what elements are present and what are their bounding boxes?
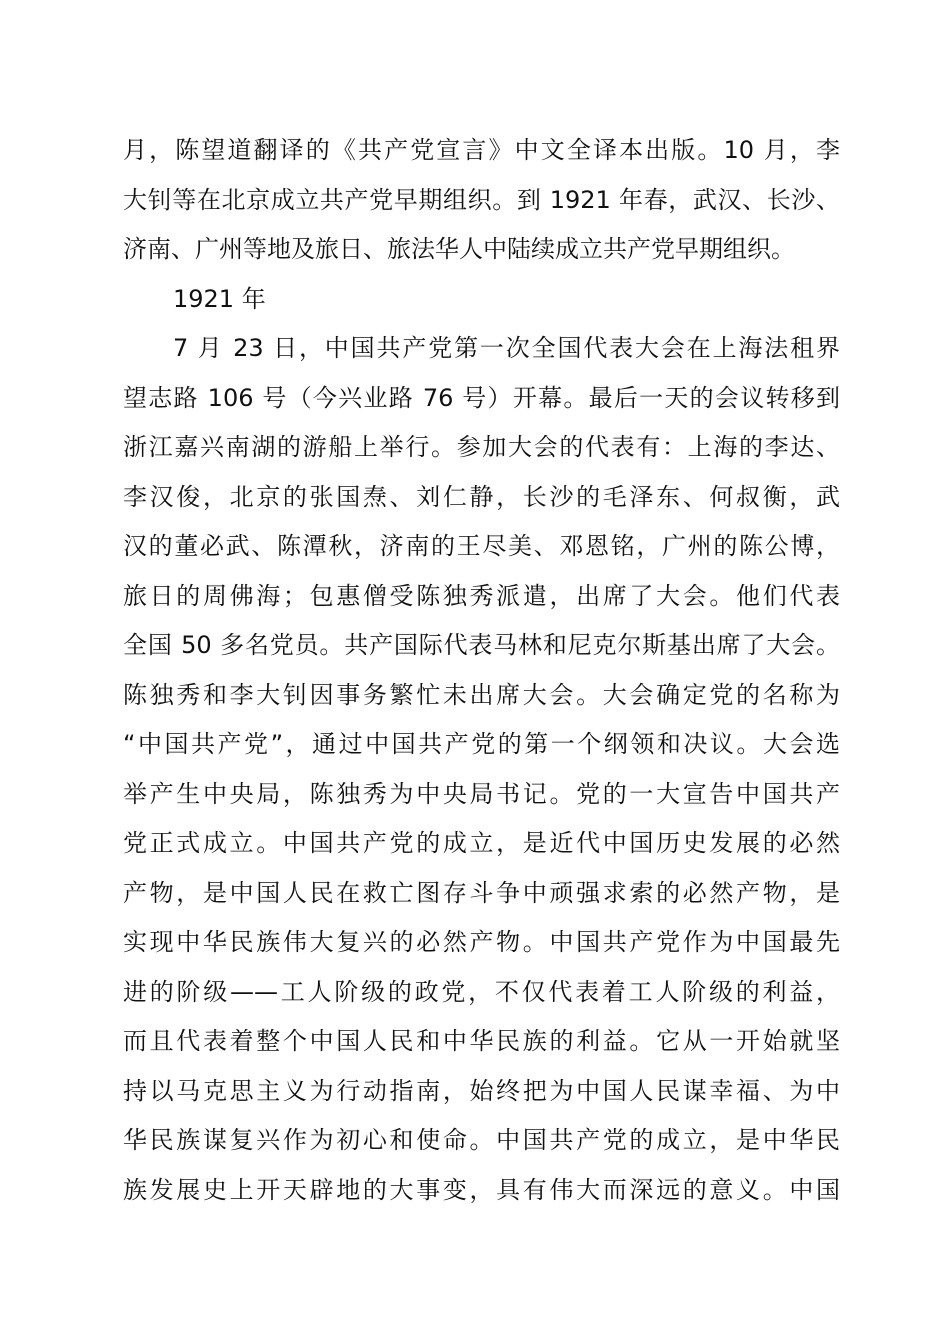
- text-line: 望志路 106 号（今兴业路 76 号）开幕。最后一天的会议转移到: [123, 383, 840, 412]
- text-line: 李汉俊，北京的张国焘、刘仁静，长沙的毛泽东、何叔衡，武: [123, 482, 840, 511]
- text-line: 大钊等在北京成立共产党早期组织。到 1921 年春，武汉、长沙、: [123, 185, 840, 214]
- text-line: 持以马克思主义为行动指南，始终把为中国人民谋幸福、为中: [123, 1076, 840, 1105]
- text-line: 族发展史上开天辟地的大事变，具有伟大而深远的意义。中国: [123, 1175, 840, 1204]
- text-line: 而且代表着整个中国人民和中华民族的利益。它从一开始就坚: [123, 1027, 840, 1055]
- text-line: 实现中华民族伟大复兴的必然产物。中国共产党作为中国最先: [123, 928, 840, 956]
- text-line: 进的阶级——工人阶级的政党，不仅代表着工人阶级的利益，: [123, 977, 840, 1006]
- text-line: 旅日的周佛海；包惠僧受陈独秀派遣，出席了大会。他们代表: [123, 581, 840, 610]
- text-line: 举产生中央局，陈独秀为中央局书记。党的一大宣告中国共产: [123, 779, 840, 808]
- year-heading-1921: [123, 275, 840, 325]
- text-line: 全国 50 多名党员。共产国际代表马林和尼克尔斯基出席了大会。: [123, 631, 840, 659]
- text-line: 月，陈望道翻译的《共产党宣言》中文全译本出版。10 月，李: [123, 136, 840, 164]
- text-line: 济南、广州等地及旅日、旅法华人中陆续成立共产党早期组织。: [123, 235, 795, 263]
- text-line: 党正式成立。中国共产党的成立，是近代中国历史发展的必然: [123, 829, 840, 857]
- text-line: 浙江嘉兴南湖的游船上举行。参加大会的代表有：上海的李达、: [123, 433, 840, 461]
- text-line: 7 月 23 日，中国共产党第一次全国代表大会在上海法租界: [173, 334, 840, 362]
- text-line: 陈独秀和李大钊因事务繁忙未出席大会。大会确定党的名称为: [123, 680, 840, 709]
- text-line: “中国共产党”，通过中国共产党的第一个纲领和决议。大会选: [123, 730, 840, 758]
- text-line: 汉的董必武、陈潭秋，济南的王尽美、邓恩铭，广州的陈公博，: [123, 532, 840, 560]
- text-line: 产物，是中国人民在救亡图存斗争中顽强求索的必然产物，是: [123, 878, 840, 907]
- document-body: [123, 126, 840, 1215]
- paragraph-first-national-congress: [123, 324, 840, 1215]
- paragraph-translation-and-early-groups: [123, 126, 840, 275]
- year-heading-text: 1921 年: [173, 284, 266, 313]
- text-line: 华民族谋复兴作为初心和使命。中国共产党的成立，是中华民: [123, 1126, 840, 1154]
